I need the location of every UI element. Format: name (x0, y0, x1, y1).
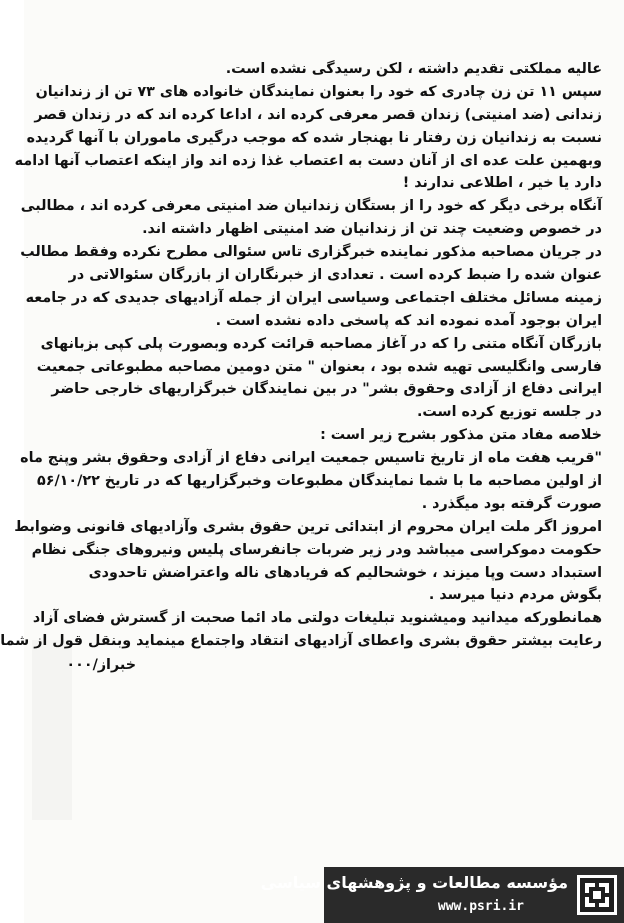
document-body (0, 58, 602, 677)
document-line: حکومت دموکراسی میباشد ودر زیر ضربات جانفرسای پلیس ونیروهای جنگی نظام (31, 541, 602, 558)
document-line: همانطورکه میدانید ومیشنوید تبلیغات دولتی ماد ائما صحبت از گسترش فضای آزاد (32, 610, 602, 627)
document-line: دارد یا خیر ، اطلاعی ندارند ! (402, 175, 602, 192)
document-line: خلاصه مفاد متن مذکور بشرح زیر است : (320, 427, 602, 444)
document-line: عنوان شده را ضبط کرده است . تعدادی از خبرنگاران از بازرگان سئوالاتی در (68, 267, 602, 284)
document-line: نسبت به زندانیان زن رفتار نا بهنجار شده که موجب درگیری ماموران با آنها گردیده (26, 129, 602, 146)
document-signature: خبراز/۰۰۰ (66, 657, 136, 674)
document-line: ایرانی دفاع از آزادی وحقوق بشر" در بین نمایندگان خبرگزاریهای خارجی حاضر (51, 381, 602, 398)
document-line: زمینه مسائل مختلف اجتماعی وسیاسی ایران از جمله آزادیهای جدیدی که در جامعه (25, 289, 602, 306)
document-line: از اولین مصاحبه ما با شما نمایندگان مطبوعات وخبرگزاریها که در تاریخ ۵۶/۱۰/۲۲ (37, 473, 602, 490)
document-line: ایران بوجود آمده نموده اند که پاسخی داده نشده است . (215, 312, 602, 329)
document-line: بگوش مردم دنیا میرسد . (428, 587, 602, 604)
document-line: "قریب هفت ماه از تاریخ تاسیس جمعیت ایرانی دفاع از آزادی وحقوق بشر وپنج ماه (20, 450, 602, 467)
document-line: در جلسه توزیع کرده است. (416, 404, 602, 421)
document-line: استبداد دست وپا میزند ، خوشحالیم که فریادهای ناله واعتراضش تاحدودی (88, 564, 602, 581)
document-line: وبهمین علت عده ای از آنان دست به اعتصاب غذا زده اند واز اینکه اعتصاب آنها ادامه (14, 152, 602, 169)
document-line: در خصوص وضعیت چند تن از زندانیان ضد امنیتی اظهار داشته اند. (142, 221, 602, 238)
psri-logo-graphic (577, 875, 617, 915)
document-line: عالیه مملکتی تقدیم داشته ، لکن رسیدگی نشده است. (225, 61, 602, 77)
publisher-url[interactable]: www.psri.ir (437, 899, 524, 914)
document-line: در جریان مصاحبه مذکور نماینده خبرگزاری تاس سئوالی مطرح نکرده وفقط مطالب (20, 244, 602, 261)
document-line: رعایت بیشتر حقوق بشری واعطای آزادیهای انتقاد واجتماع مینماید وبنقل قول از شما (0, 633, 602, 650)
document-line: بازرگان آنگاه متنی را که در آغاز مصاحبه قرائت کرده وبصورت پلی کپی بزبانهای (40, 335, 602, 352)
document-line: سپس ۱۱ تن زن چادری که خود را بعنوان نمایندگان خانواده های ۷۳ تن از زندانیان (35, 83, 602, 100)
publisher-footer (260, 867, 624, 923)
document-line: فارسی وانگلیسی تهیه شده بود ، بعنوان " متن دومین مصاحبه مطبوعاتی جمعیت (36, 358, 602, 375)
document-line: صورت گرفته بود میگذرد . (421, 495, 602, 512)
document-line: زندانی (ضد امنیتی) زندان قصر معرفی کرده اند ، اداعا کرده اند که در زندان قصر (34, 106, 602, 123)
publisher-name: مؤسسه مطالعات و پژوهشهای سیاسی (260, 873, 568, 892)
document-line: امروز اگر ملت ایران محروم از ابتدائی ترین حقوق بشری وآزادیهای قانونی وضوابط (14, 518, 602, 535)
psri-logo-icon (577, 875, 617, 915)
document-line: آنگاه برخی دیگر که خود را از بستگان زندانیان ضد امنیتی معرفی کرده اند ، مطالبی (20, 198, 602, 215)
signature-line (48, 653, 602, 677)
